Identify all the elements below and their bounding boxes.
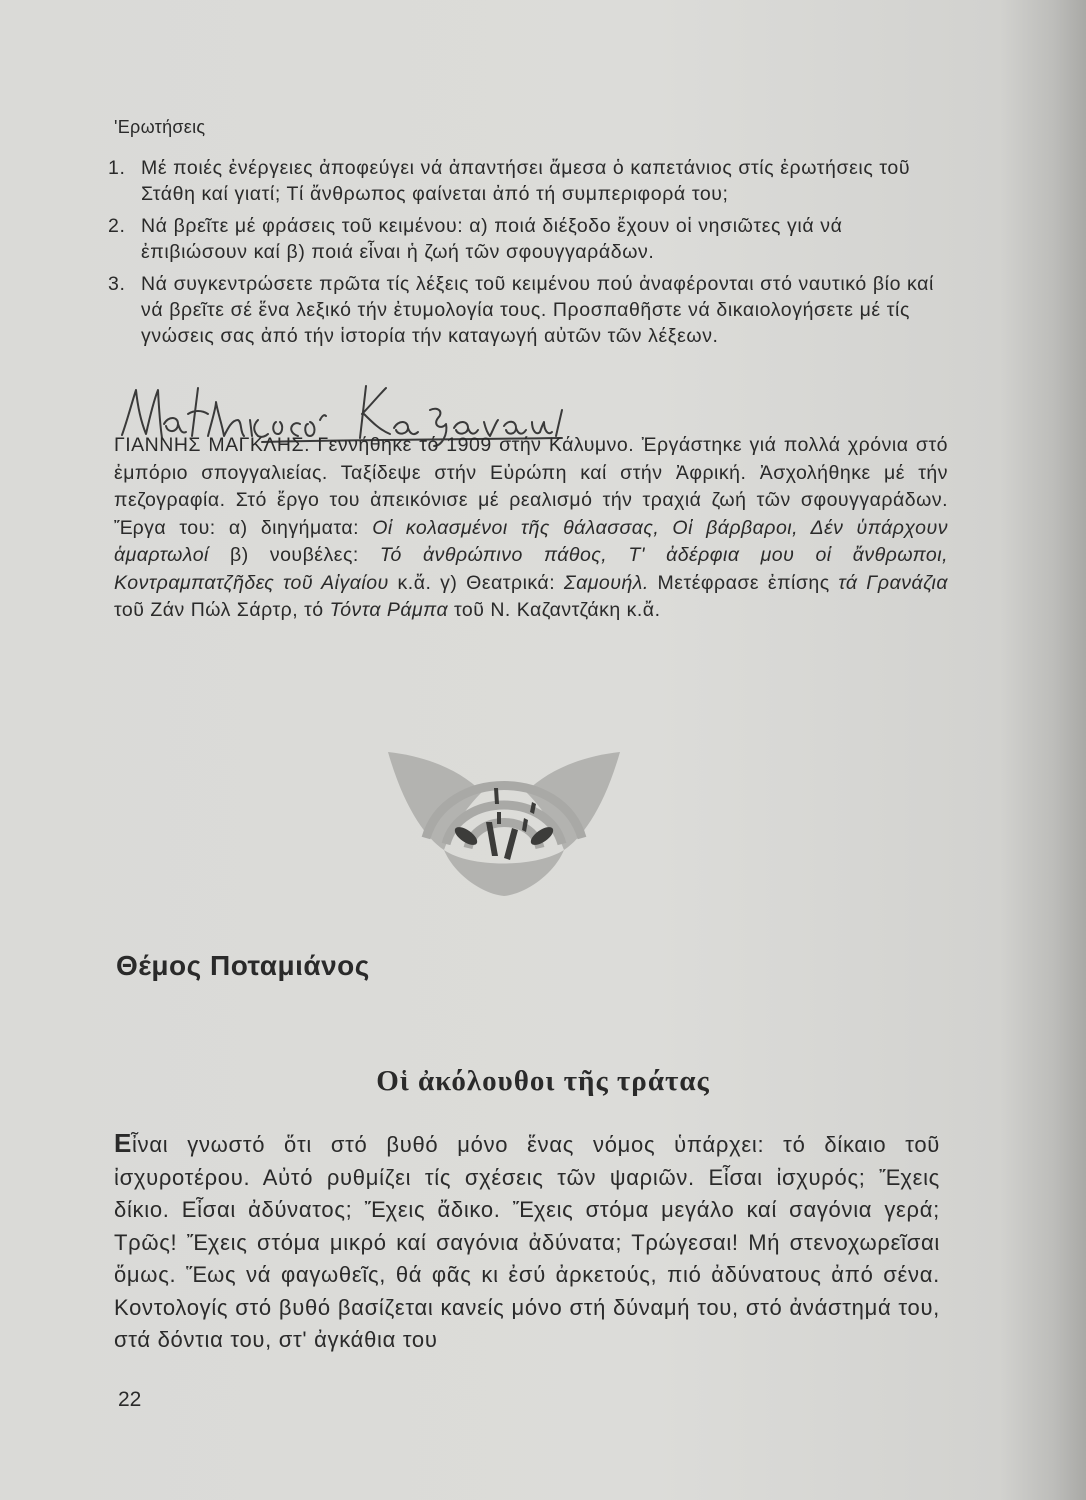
story-title: Οἱ ἀκόλουθοι τῆς τράτας [376,1065,710,1097]
author-name: Θέμος Ποταμιάνος [116,950,370,981]
question-number: 3. [108,273,126,295]
question-number: 2. [108,215,126,237]
bio-works-plays: Σαμουήλ. [563,571,649,594]
story-text: Εἶναι γνωστό ὅτι στό βυθό μόνο ἕνας νόμος ὑπάρχει: τό δίκαιο τοῦ ἰσχυροτέρου. Αὐτό ρυθμίζει τίς σχέσεις τῶν ψαριῶν. Εἶσαι ἰσχυρός; Ἔχεις δίκιο. Εἶσαι ἀδύνατος; Ἔχεις ἄδικο. Ἔχεις στόμα μεγάλο καί σαγόνια γερά; Τρῶς! Ἔχεις στόμα μικρό καί σαγόνια ἀδύνατα; Τρώγεσαι! Μή στενοχωρεῖσαι ὅμως. Ἕως νά φαγωθεῖς, θά φᾶς κι ἐσύ ἀρκετούς, πιό ἀδύνατους ἀπό σένα. Κοντολογίς στό βυθό βασίζεται κανείς μόνο στή δύναμή του, στό ἀνάστημά του, στά δόντια του, στ' ἀγκάθια του [114,1128,940,1352]
question-item [108,213,948,265]
question-text: Νά συγκεντρώσετε πρῶτα τίς λέξεις τοῦ κειμένου πού ἀναφέρονται στό ναυτικό βίο καί νά βρεῖτε σέ ἕνα λεξικό τήν ἐτυμολογία τους. Προσπαθῆστε νά δικαιολογήσετε μέ τίς γνώσεις σας ἀπό τήν ἱστορία τήν καταγωγή αὐτῶν τῶν λέξεων. [141,273,934,347]
bio-translation-1: τά Γρανάζια [838,571,948,594]
questions-heading: 'Ερωτήσεις [114,117,206,137]
question-number: 1. [108,157,126,179]
question-text: Μέ ποιές ἐνέργειες ἀποφεύγει νά ἀπαντήσει ἄμεσα ὁ καπετάνιος στίς ἐρωτήσεις τοῦ Στάθη καί γιατί; Τί ἄνθρωπος φαίνεται ἀπό τή συμπεριφορά του; [141,157,911,205]
question-text: Νά βρεῖτε μέ φράσεις τοῦ κειμένου: α) ποιά διέξοδο ἔχουν οἱ νησιῶτες γιά νά ἐπιβιώσουν καί β) ποιά εἶναι ἡ ζωή τῶν σφουγγαράδων. [141,215,843,263]
page-number: 22 [118,1388,142,1411]
question-item [108,155,948,207]
question-item [108,271,948,349]
bio-works-novellas: Τό ἀνθρώπινο πάθος, Τ' ἀδέρφια μου οἱ ἄνθρωποι, Κοντραμπατζῆδες τοῦ Αἰγαίου [114,544,948,594]
bio-translation-2: Τόντα Ράμπα [329,599,449,621]
bio-works-stories: Οἱ κολασμένοι τῆς θάλασσας, Οἱ βάρβαροι, Δέν ὑπάρχουν ἁμαρτωλοί [114,516,948,566]
questions-list [108,155,948,355]
fish-ornament-icon [386,748,622,898]
author-biography: ΓΙΑΝΝΗΣ ΜΑΓΚΛΗΣ. Γεννήθηκε τό 1909 στήν Κάλυμνο. Ἐργάστηκε γιά πολλά χρόνια στό ἐμπόριο σπογγαλιείας. Ταξίδεψε στήν Εὐρώπη καί στήν Ἀφρική. Ἀσχολήθηκε μέ τήν πεζογραφία. Στό ἔργο του ἀπεικόνισε μέ ρεαλισμό τήν τραχιά ζωή τῶν σφουγγαράδων. Ἔργα του: α) διηγήματα: Οἱ κολασμένοι τῆς θάλασσας, Οἱ βάρβαροι, Δέν ὑπάρχουν ἁμαρτωλοί β) νουβέλες: Τό ἀνθρώπινο πάθος, Τ' ἀδέρφια μου οἱ ἄνθρωποι, Κοντραμπατζῆδες τοῦ Αἰγαίου κ.ἄ. γ) Θεατρικά: Σαμουήλ. Μετέφρασε ἐπίσης τά Γρανάζια τοῦ Ζάν Πώλ Σάρτρ, τό Τόντα Ράμπα τοῦ Ν. Καζαντζάκη κ.ἄ. [114,434,948,621]
drop-cap: Ε [114,1128,133,1158]
